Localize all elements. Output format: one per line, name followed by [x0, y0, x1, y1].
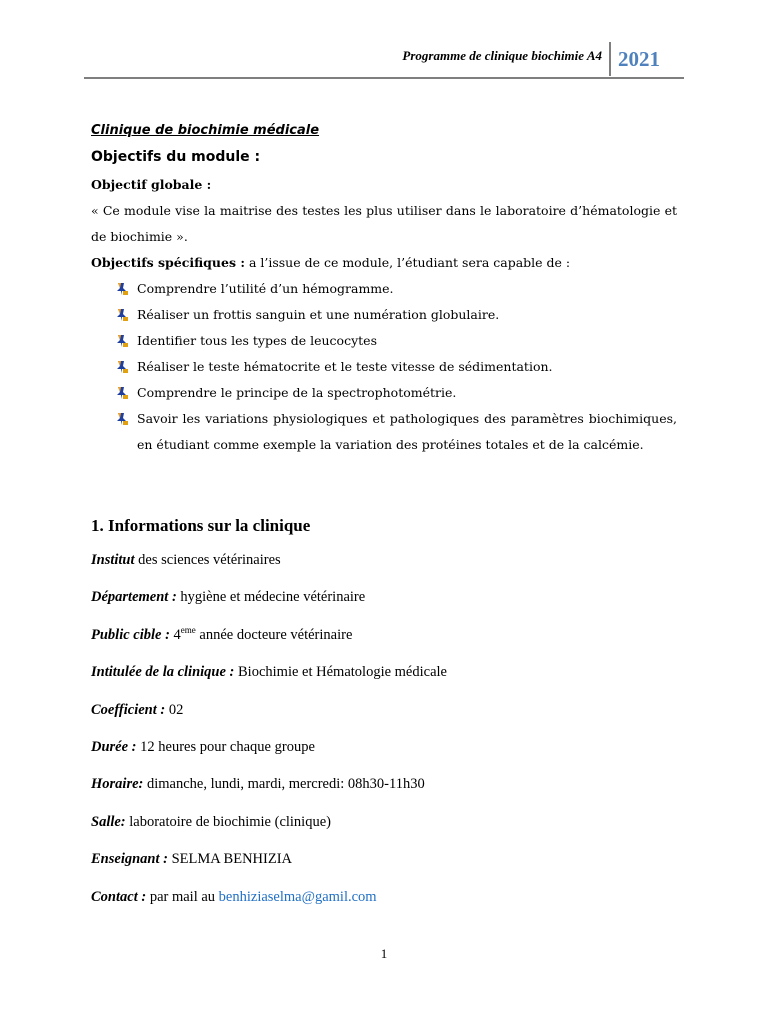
objective-text: Comprendre l’utilité d’un hémogramme.: [137, 281, 394, 296]
general-objective-label: Objectif globale :: [91, 177, 212, 192]
specific-objectives: [91, 250, 677, 276]
objective-text: Comprendre le principe de la spectrophotométrie.: [137, 385, 457, 400]
info-label: Enseignant :: [91, 851, 168, 868]
pushpin-bullet-icon: [115, 360, 129, 374]
objectives-list: [91, 276, 677, 458]
info-value: dimanche, lundi, mardi, mercredi: 08h30-11h30: [143, 776, 425, 793]
list-item: [91, 354, 677, 380]
pushpin-bullet-icon: [115, 334, 129, 348]
objective-text: Réaliser un frottis sanguin et une numération globulaire.: [137, 307, 500, 322]
objective-text: Identifier tous les types de leucocytes: [137, 333, 377, 348]
pushpin-bullet-icon: [115, 386, 129, 400]
info-value: 4: [169, 626, 181, 643]
objectives-heading: Objectifs du module :: [91, 149, 261, 165]
list-item: [91, 276, 677, 302]
info-horaire: [91, 773, 677, 810]
header-year: 2021: [618, 47, 660, 71]
info-public: [91, 624, 677, 661]
info-coefficient: [91, 699, 677, 736]
objective-text: Savoir les variations physiologiques et pathologiques des paramètres biochimiques, en étudiant comme exemple la variation des protéines totales et de la calcémie.: [137, 411, 677, 452]
info-label: Intitulée de la clinique :: [91, 664, 235, 681]
info-value-superscript: eme: [180, 624, 196, 635]
info-label: Contact :: [91, 888, 147, 905]
pushpin-bullet-icon: [115, 308, 129, 322]
info-institut: [91, 549, 677, 586]
info-departement: [91, 586, 677, 623]
info-contact: [91, 886, 677, 923]
info-enseignant: [91, 848, 677, 885]
info-label: Coefficient :: [91, 701, 166, 718]
section-title: 1. Informations sur la clinique: [91, 516, 311, 535]
list-item: [91, 406, 677, 458]
header-rule: [84, 77, 684, 79]
email-link[interactable]: benhiziaselma@gamil.com: [218, 888, 377, 905]
info-label: Institut: [91, 552, 135, 568]
list-item: [91, 380, 677, 406]
info-label: Horaire:: [91, 776, 144, 793]
info-value: 02: [165, 701, 184, 718]
general-objective: [91, 172, 677, 250]
clinic-info-list: [91, 549, 677, 923]
header-title: Programme de clinique biochimie A4: [402, 48, 602, 63]
objective-text: Réaliser le teste hématocrite et le teste vitesse de sédimentation.: [137, 359, 553, 374]
info-label: Public cible :: [91, 626, 170, 643]
page-number: 1: [380, 946, 388, 961]
module-title: Clinique de biochimie médicale: [91, 123, 320, 138]
info-duree: [91, 736, 677, 773]
header-divider: [609, 42, 611, 76]
info-value: par mail au: [146, 888, 219, 905]
info-value: laboratoire de biochimie (clinique): [125, 813, 331, 830]
specific-objectives-intro: a l’issue de ce module, l’étudiant sera capable de :: [244, 255, 571, 270]
pushpin-bullet-icon: [115, 412, 129, 426]
info-value: des sciences vétérinaires: [134, 552, 281, 568]
list-item: [91, 302, 677, 328]
info-value: SELMA BENHIZIA: [167, 851, 293, 868]
info-value: 12 heures pour chaque groupe: [136, 738, 315, 755]
general-objective-text: « Ce module vise la maitrise des testes les plus utiliser dans le laboratoire d’hématologie et de biochimie ».: [91, 203, 677, 244]
info-label: Département :: [91, 589, 177, 606]
specific-objectives-label: Objectifs spécifiques :: [91, 255, 245, 270]
info-value: année docteure vétérinaire: [195, 626, 353, 643]
info-value: Biochimie et Hématologie médicale: [234, 664, 447, 681]
info-label: Salle:: [91, 813, 126, 830]
info-salle: [91, 811, 677, 848]
info-value: hygiène et médecine vétérinaire: [176, 589, 366, 606]
info-label: Durée :: [91, 738, 137, 755]
list-item: [91, 328, 677, 354]
info-intitule: [91, 661, 677, 698]
pushpin-bullet-icon: [115, 282, 129, 296]
page-header: [84, 40, 684, 80]
page-content: [91, 121, 677, 905]
